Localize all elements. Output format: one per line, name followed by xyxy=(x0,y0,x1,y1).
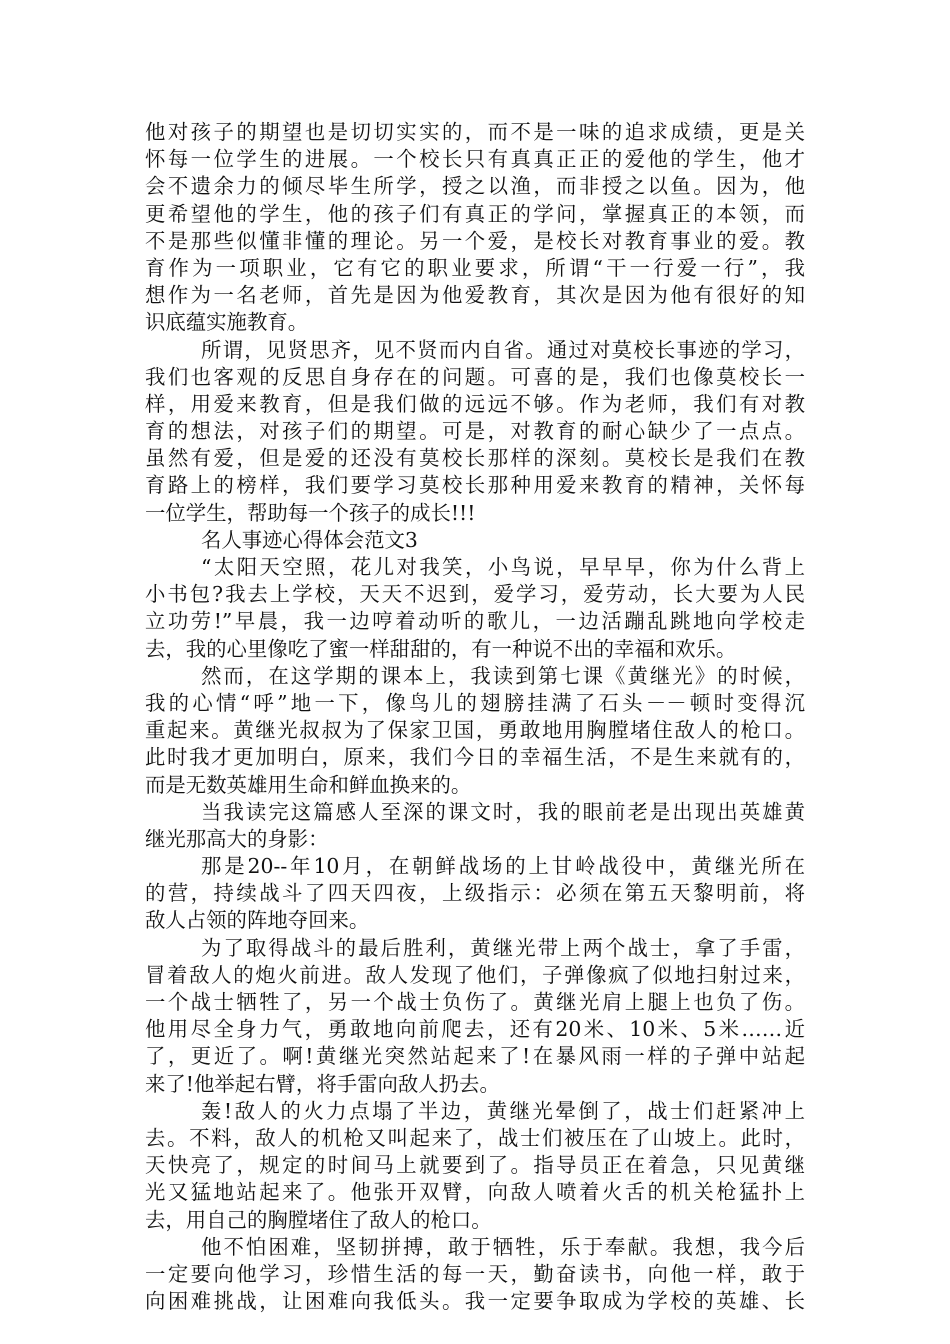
text-line: 天快亮了，规定的时间马上就要到了。指导员正在着急，只见黄继 xyxy=(145,1153,805,1178)
text-line: 不是那些似懂非懂的理论。另一个爱，是校长对教育事业的爱。教 xyxy=(145,228,805,253)
paragraph xyxy=(145,799,805,853)
text-line: 敌人占领的阵地夺回来。 xyxy=(145,908,370,933)
text-line: “太阳天空照，花儿对我笑，小鸟说，早早早，你为什么背上 xyxy=(201,555,805,579)
text-line: 虽然有爱，但是爱的还没有莫校长那样的深刻。莫校长是我们在教 xyxy=(145,446,805,471)
text-line: 那是20--年10月，在朝鲜战场的上甘岭战役中，黄继光所在 xyxy=(201,854,805,879)
paragraph xyxy=(145,853,805,935)
text-line: 一定要向他学习，珍惜生活的每一天，勤奋读书，向他一样，敢于 xyxy=(145,1261,805,1286)
text-line: 我的心情“呼”地一下，像鸟儿的翅膀挂满了石头－－顿时变得沉 xyxy=(145,690,805,715)
text-line: 轰!敌人的火力点塌了半边，黄继光晕倒了，战士们赶紧冲上 xyxy=(201,1098,805,1123)
text-line: 立功劳!”早晨，我一边哼着动听的歌儿，一边活蹦乱跳地向学校走 xyxy=(145,609,805,634)
text-line: 冒着敌人的炮火前进。敌人发现了他们，子弹像疯了似地扫射过来， xyxy=(145,962,805,987)
text-line: 光又猛地站起来了。他张开双臂，向敌人喷着火舌的机关枪猛扑上 xyxy=(145,1180,805,1205)
text-line: 样，用爱来教育，但是我们做的远远不够。作为老师，我们有对教 xyxy=(145,391,805,416)
paragraph xyxy=(145,119,805,337)
text-line: 他用尽全身力气，勇敢地向前爬去，还有20米、10米、5米……近 xyxy=(145,1017,805,1042)
text-line: 我们也客观的反思自身存在的问题。可喜的是，我们也像莫校长一 xyxy=(145,364,805,389)
text-line: 去。不料，敌人的机枪又叫起来了，战士们被压在了山坡上。此时， xyxy=(145,1125,805,1150)
text-line: 怀每一位学生的进展。一个校长只有真真正正的爱他的学生，他才 xyxy=(145,147,805,172)
text-line: 了，更近了。啊!黄继光突然站起来了!在暴风雨一样的子弹中站起 xyxy=(145,1044,805,1069)
text-line: 他对孩子的期望也是切切实实的，而不是一味的追求成绩，更是关 xyxy=(145,120,805,144)
text-line: 此时我才更加明白，原来，我们今日的幸福生活，不是生来就有的， xyxy=(145,745,805,770)
text-line: 为了取得战斗的最后胜利，黄继光带上两个战士，拿了手雷， xyxy=(201,935,805,960)
text-line: 所谓，见贤思齐，见不贤而内自省。通过对莫校长事迹的学习， xyxy=(201,337,805,362)
text-line: 小书包?我去上学校，天天不迟到，爱学习，爱劳动，长大要为人民 xyxy=(145,582,805,607)
text-line: 识底蕴实施教育。 xyxy=(145,310,309,335)
text-line: 名人事迹心得体会范文3 xyxy=(201,527,418,552)
text-line: 他不怕困难，坚韧拼搏，敢于牺牲，乐于奉献。我想，我今后 xyxy=(201,1234,805,1259)
paragraph xyxy=(145,337,805,527)
text-line: 育路上的榜样，我们要学习莫校长那种用爱来教育的精神，关怀每 xyxy=(145,473,805,498)
text-line: 一位学生，帮助每一个孩子的成长!!! xyxy=(145,500,476,525)
text-line: 来了!他举起右臂，将手雷向敌人扔去。 xyxy=(145,1071,500,1096)
text-line: 向困难挑战，让困难向我低头。我一定要争取成为学校的英雄、长 xyxy=(145,1289,805,1314)
text-line: 然而，在这学期的课本上，我读到第七课《黄继光》的时候， xyxy=(201,663,805,688)
text-line: 重起来。黄继光叔叔为了保家卫国，勇敢地用胸膛堵住敌人的枪口。 xyxy=(145,718,805,743)
paragraph xyxy=(145,554,805,663)
paragraph xyxy=(145,527,805,554)
text-line: 会不遗余力的倾尽毕生所学，授之以渔，而非授之以鱼。因为，他 xyxy=(145,174,805,199)
text-line: 去，我的心里像吃了蜜一样甜甜的，有一种说不出的幸福和欢乐。 xyxy=(145,636,737,661)
paragraph xyxy=(145,935,805,1098)
paragraph xyxy=(145,663,805,799)
text-line: 育作为一项职业，它有它的职业要求，所谓“干一行爱一行”，我 xyxy=(145,255,805,280)
text-line: 继光那高大的身影： xyxy=(145,826,329,851)
paragraph xyxy=(145,1098,805,1234)
text-line: 当我读完这篇感人至深的课文时，我的眼前老是出现出英雄黄 xyxy=(201,799,805,824)
paragraph xyxy=(145,1234,805,1316)
text-line: 想作为一名老师，首先是因为他爱教育，其次是因为他有很好的知 xyxy=(145,283,805,308)
text-line: 而是无数英雄用生命和鲜血换来的。 xyxy=(145,772,472,797)
text-line: 的营，持续战斗了四天四夜，上级指示：必须在第五天黎明前，将 xyxy=(145,881,805,906)
document-body xyxy=(145,119,805,1315)
text-line: 更希望他的学生，他的孩子们有真正的学问，掌握真正的本领，而 xyxy=(145,201,805,226)
text-line: 育的想法，对孩子们的期望。可是，对教育的耐心缺少了一点点。 xyxy=(145,419,805,444)
text-line: 一个战士牺牲了，另一个战士负伤了。黄继光肩上腿上也负了伤。 xyxy=(145,990,805,1014)
text-line: 去，用自己的胸膛堵住了敌人的枪口。 xyxy=(145,1207,492,1232)
